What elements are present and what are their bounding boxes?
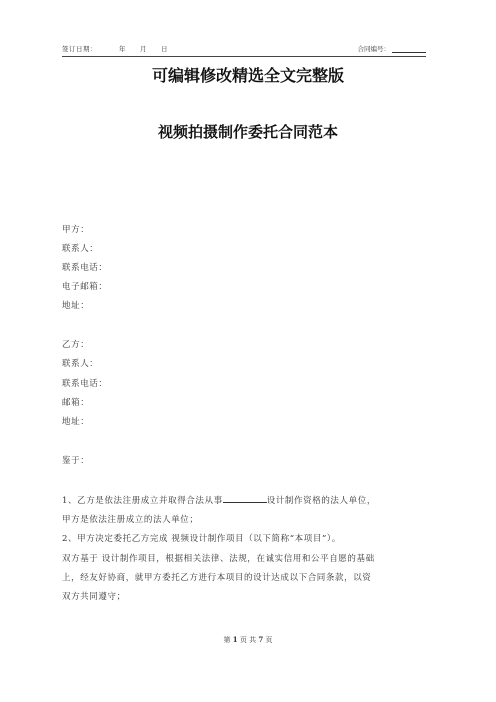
party-a-address: 地址： [62,301,90,311]
day-label: 日 [161,45,168,53]
whereas-heading: 鉴于： [62,456,90,466]
document-banner-title: 可编辑修改精选全文完整版 [151,66,344,85]
clause-1-line-2: 甲方是依法注册成立的法人单位； [62,515,199,525]
clause-1-line-1 [62,494,376,506]
party-a-phone: 联系电话： [62,263,108,273]
document-title: 视频拍摄制作委托合同范本 [157,123,338,141]
party-b-contact: 联系人： [62,359,99,369]
page-current: 1 [232,635,238,644]
party-b-email: 邮箱： [62,398,90,408]
party-a-label: 甲方： [62,225,90,235]
party-b-address: 地址： [62,417,90,427]
month-label: 月 [140,45,147,53]
party-a-contact: 联系人： [62,244,99,254]
page-suffix: 页 [265,636,273,644]
page-total: 7 [258,635,264,644]
contract-number-label: 合同编号： [357,45,390,53]
basis-paragraph-line-3: 双方共同遵守； [62,592,126,602]
page-middle: 页 共 [239,636,257,644]
document-body [62,0,434,702]
clause-1-text-b: 设计制作资格的法人单位， [266,496,376,506]
page-prefix: 第 [223,636,231,644]
page-footer [0,635,496,645]
clause-1-blank [223,494,267,503]
basis-paragraph-line-2: 上，经友好协商，就甲方委托乙方进行本项目的设计达成以下合同条款，以资 [62,573,372,583]
party-b-phone: 联系电话： [62,379,108,389]
party-b-label: 乙方： [62,340,90,350]
year-label: 年 [119,45,126,53]
clause-2: 2、甲方决定委托乙方完成 视频设计制作项目（以下简称“本项目”）。 [62,534,341,544]
party-a-email: 电子邮箱： [62,282,108,292]
basis-paragraph-line-1: 双方基于 设计制作项目，根据相关法律、法规，在诚实信用和公平自愿的基础 [62,554,375,564]
clause-1-text-a: 1、乙方是依法注册成立并取得合法从事 [62,496,223,506]
sign-date-label: 签订日期： [62,45,97,53]
